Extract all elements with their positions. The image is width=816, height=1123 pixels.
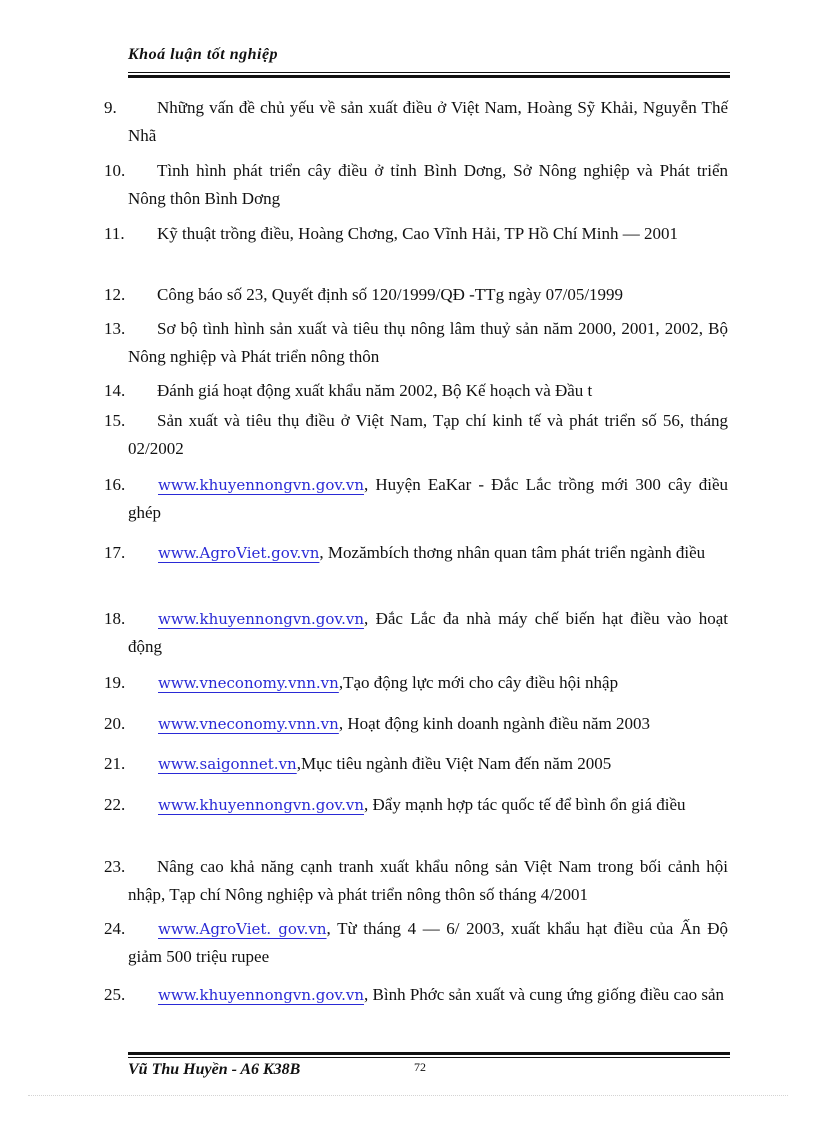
reference-link[interactable]: www.khuyennongvn.gov.vn xyxy=(158,476,365,494)
reference-link[interactable]: www.khuyennongvn.gov.vn xyxy=(158,610,365,628)
reference-text: Công báo số 23, Quyết định số 120/1999/QĐ -TTg ngày 07/05/1999 xyxy=(157,285,624,304)
reference-text: , Huyện EaKar - Đắc Lắc trồng mới 300 cây điều ghép xyxy=(128,475,728,522)
reference-link[interactable]: www.AgroViet.gov.vn xyxy=(158,544,320,562)
reference-text: ,Mục tiêu ngành điều Việt Nam đến năm 2005 xyxy=(296,754,612,773)
footer-author: Vũ Thu Huyền - A6 K38B xyxy=(128,1061,301,1078)
reference-text: , Đắc Lắc đa nhà máy chế biến hạt điều vào hoạt động xyxy=(128,609,728,656)
reference-item xyxy=(104,710,728,750)
reference-link[interactable]: www.vneconomy.vnn.vn xyxy=(158,674,339,692)
reference-text: Nâng cao khả năng cạnh tranh xuất khẩu nông sản Việt Nam trong bối cảnh hội nhập, Tạp chí Nông nghiệp và phát triển nông thôn số tháng 4/2001 xyxy=(128,857,728,904)
reference-link[interactable]: www.saigonnet.vn xyxy=(158,755,297,773)
reference-item xyxy=(104,407,728,471)
reference-item xyxy=(104,791,728,853)
footer-rule-thick xyxy=(128,1052,730,1055)
reference-item xyxy=(104,281,728,315)
reference-number: 12. xyxy=(104,285,126,304)
reference-text: , Từ tháng 4 — 6/ 2003, xuất khẩu hạt điều của Ấn Độ giảm 500 triệu rupee xyxy=(128,919,728,966)
reference-text: Đánh giá hoạt động xuất khẩu năm 2002, Bộ Kế hoạch và Đầu t xyxy=(157,381,593,400)
reference-number: 10. xyxy=(104,161,126,180)
reference-item xyxy=(104,750,728,791)
reference-number: 25. xyxy=(104,985,126,1004)
page-edge-dotted-line xyxy=(28,1095,788,1096)
reference-text: , Bình Phớc sản xuất và cung ứng giống điều cao sản xyxy=(364,985,725,1004)
reference-item xyxy=(104,853,728,915)
reference-link[interactable]: www.vneconomy.vnn.vn xyxy=(158,715,339,733)
reference-text: Những vấn đề chủ yếu về sản xuất điều ở Việt Nam, Hoàng Sỹ Khải, Nguyễn Thế Nhã xyxy=(128,98,728,145)
reference-item xyxy=(104,315,728,377)
reference-item xyxy=(104,157,728,220)
reference-item xyxy=(104,94,728,157)
reference-number: 9. xyxy=(104,98,117,117)
reference-item xyxy=(104,539,728,605)
footer-rule-thin xyxy=(128,1057,730,1058)
reference-link[interactable]: www.AgroViet. gov.vn xyxy=(158,920,327,938)
reference-number: 21. xyxy=(104,754,126,773)
reference-item xyxy=(104,669,728,710)
reference-item xyxy=(104,220,728,281)
reference-text: , Đẩy mạnh hợp tác quốc tế để bình ổn giá điều xyxy=(364,795,686,814)
reference-number: 16. xyxy=(104,475,126,494)
reference-number: 24. xyxy=(104,919,126,938)
reference-number: 18. xyxy=(104,609,126,628)
reference-item xyxy=(104,377,728,407)
reference-number: 23. xyxy=(104,857,126,876)
reference-text: Sơ bộ tình hình sản xuất và tiêu thụ nông lâm thuỷ sản năm 2000, 2001, 2002, Bộ Nông nghiệp và Phát triển nông thôn xyxy=(128,319,728,366)
reference-number: 20. xyxy=(104,714,126,733)
reference-text: , Hoạt động kinh doanh ngành điều năm 2003 xyxy=(338,714,650,733)
reference-item xyxy=(104,471,728,539)
reference-number: 13. xyxy=(104,319,126,338)
reference-number: 11. xyxy=(104,224,125,243)
header-rule-thick xyxy=(128,75,730,78)
reference-number: 22. xyxy=(104,795,126,814)
reference-text: Kỹ thuật trồng điều, Hoàng Chơng, Cao Vĩnh Hải, TP Hồ Chí Minh — 2001 xyxy=(157,224,679,243)
reference-link[interactable]: www.khuyennongvn.gov.vn xyxy=(158,986,365,1004)
reference-number: 14. xyxy=(104,381,126,400)
reference-text: Tình hình phát triển cây điều ở tỉnh Bình Dơng, Sở Nông nghiệp và Phát triển Nông thôn Bình Dơng xyxy=(128,161,728,208)
reference-list xyxy=(104,94,728,1041)
page-header-title: Khoá luận tốt nghiệp xyxy=(128,46,279,63)
reference-link[interactable]: www.khuyennongvn.gov.vn xyxy=(158,796,365,814)
reference-number: 15. xyxy=(104,411,126,430)
reference-item xyxy=(104,981,728,1041)
header-rule-thin xyxy=(128,72,730,73)
reference-text: , Mozămbích thơng nhân quan tâm phát triển ngành điều xyxy=(319,543,706,562)
reference-text: Sản xuất và tiêu thụ điều ở Việt Nam, Tạp chí kinh tế và phát triển số 56, tháng 02/2002 xyxy=(128,411,728,458)
reference-item xyxy=(104,605,728,669)
reference-item xyxy=(104,915,728,981)
page-number: 72 xyxy=(414,1060,426,1074)
reference-number: 17. xyxy=(104,543,126,562)
reference-number: 19. xyxy=(104,673,126,692)
reference-text: ,Tạo động lực mới cho cây điều hội nhập xyxy=(338,673,619,692)
